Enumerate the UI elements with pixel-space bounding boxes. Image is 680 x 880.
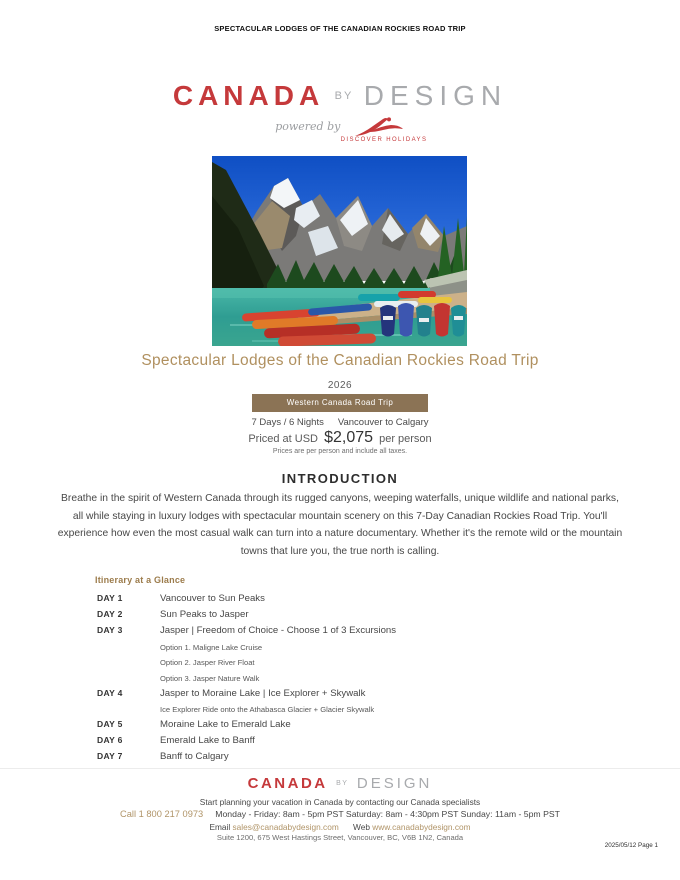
day-title: Emerald Lake to Banff — [160, 735, 255, 746]
powered-by-text: powered by — [275, 120, 341, 133]
itinerary-heading: Itinerary at a Glance — [95, 575, 186, 585]
day-label: DAY 6 — [97, 735, 123, 745]
price-value: $2,075 — [324, 429, 374, 446]
itinerary-day-row — [97, 609, 597, 620]
brand-canada-text: CANADA — [172, 80, 325, 111]
brand-design-text: DESIGN — [363, 80, 508, 111]
day-sub-item: Ice Explorer Ride onto the Athabasca Glacier + Glacier Skywalk — [160, 705, 375, 714]
office-hours: Monday - Friday: 8am - 5pm PST Saturday: 8am - 4:30pm PST Sunday: 11am - 5pm PST — [215, 809, 560, 819]
day-title: Vancouver to Sun Peaks — [160, 593, 265, 604]
footer-brand-logo — [0, 775, 680, 793]
web-label: Web — [353, 822, 370, 832]
day-label: DAY 5 — [97, 719, 123, 729]
brand-logo — [0, 80, 680, 112]
trip-category-badge: Western Canada Road Trip — [252, 394, 428, 412]
hero-photo — [212, 156, 467, 346]
footer-tagline: Start planning your vacation in Canada by contacting our Canada specialists — [199, 797, 481, 807]
day-title: Jasper to Moraine Lake | Ice Explorer + Skywalk — [160, 687, 366, 699]
trip-year: 2026 — [327, 380, 353, 391]
day-label: DAY 2 — [97, 609, 123, 619]
itinerary-day-row — [97, 735, 597, 746]
day-title: Moraine Lake to Emerald Lake — [160, 719, 291, 730]
itinerary-day-row — [97, 688, 597, 699]
introduction-heading: INTRODUCTION — [281, 471, 399, 486]
price-suffix: per person — [379, 433, 432, 445]
page-number: 2025/05/12 Page 1 — [604, 842, 658, 849]
itinerary-rows — [97, 588, 597, 762]
itinerary-day-row — [97, 751, 597, 762]
day-label: DAY 3 — [97, 625, 123, 635]
day-title: Banff to Calgary — [160, 751, 229, 762]
trip-duration: 7 Days / 6 Nights — [251, 417, 324, 428]
footer-brand-by-text: BY — [336, 780, 349, 787]
trip-price-line — [0, 429, 680, 447]
day-sub-item: Option 2. Jasper River Float — [160, 658, 255, 667]
footer-address: Suite 1200, 675 West Hastings Street, Vancouver, BC, V6B 1N2, Canada — [216, 833, 464, 842]
footer-brand-design-text: DESIGN — [356, 775, 433, 792]
itinerary-day-row — [97, 625, 597, 636]
trip-title: Spectacular Lodges of the Canadian Rockies Road Trip — [141, 352, 539, 369]
day-sub-item: Option 3. Jasper Nature Walk — [160, 673, 260, 683]
day-label: DAY 7 — [97, 751, 123, 761]
brand-by-text: BY — [334, 90, 354, 102]
day-title: Sun Peaks to Jasper — [160, 609, 249, 620]
footer-divider — [0, 768, 680, 769]
trip-route: Vancouver to Calgary — [337, 417, 429, 428]
price-fine-print: Prices are per person and include all taxes. — [272, 448, 408, 455]
day-sub-item: Option 1. Maligne Lake Cruise — [160, 642, 263, 652]
footer-contact-line — [0, 809, 680, 819]
email-label: Email — [209, 822, 231, 832]
partner-name-text: DISCOVER HOLIDAYS — [340, 137, 428, 143]
trip-meta — [0, 417, 680, 428]
day-title: Jasper | Freedom of Choice - Choose 1 of 3 Excursions — [160, 625, 397, 636]
running-header: SPECTACULAR LODGES OF THE CANADIAN ROCKIES ROAD TRIP — [214, 24, 466, 33]
itinerary-day-row — [97, 719, 597, 730]
day-label: DAY 1 — [97, 593, 123, 603]
email-link[interactable]: sales@canadabydesign.com — [232, 822, 339, 832]
price-prefix: Priced at USD — [248, 433, 319, 445]
introduction-body: Breathe in the spirit of Western Canada through its rugged canyons, weeping waterfalls, unique wildlife and national parks, all while staying in luxury lodges with spectacular mountain scenery on this 7-Day Canadian Rockies Road Trip. You'll experience how even the most casual walk can turn into a nature documentary. Whether it's the remote wild or the mountain towns that lure you, the true north is calling. — [57, 493, 623, 557]
footer-brand-canada-text: CANADA — [247, 775, 328, 792]
phone-number[interactable]: Call 1 800 217 0973 — [120, 809, 204, 819]
footer-links-line — [0, 822, 680, 832]
itinerary-day-row — [97, 593, 597, 604]
web-link[interactable]: www.canadabydesign.com — [372, 822, 471, 832]
day-label: DAY 4 — [97, 687, 123, 698]
